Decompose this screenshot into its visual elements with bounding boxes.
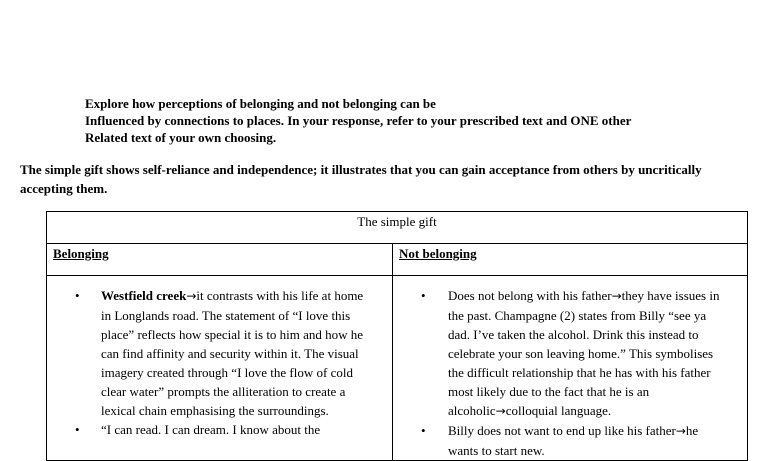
- prompt-line-3: Related text of your own choosing.: [85, 130, 277, 145]
- essay-prompt: [85, 95, 745, 146]
- belonging-header-cell: [47, 244, 393, 276]
- arrow-right-icon: →: [611, 289, 622, 303]
- list-item: [75, 286, 374, 420]
- item-text: they have issues in the past. Champagne (2) states from Billy “see ya dad. I’ve taken the alcohol. Drink this instead to celebrate your son leaving home.” This symbolises the difficult relationship that he has with his father most likely due to the fact that he is an alcoholic: [448, 288, 720, 418]
- belonging-column: [47, 276, 393, 461]
- item-text: he wants to start new.: [448, 423, 699, 458]
- arrow-right-icon: →: [495, 404, 506, 418]
- belonging-header: Belonging: [53, 246, 109, 261]
- arrow-right-icon: →: [186, 289, 197, 303]
- item-text: it contrasts with his life at home in Longlands road. The statement of “I love this place” reflects how special it is to him and how he can find affinity and security within it. The visual imagery created through “I love the flow of cold clear water” prompts the alliteration to create a lexical chain emphasising the surroundings.: [101, 288, 364, 418]
- not-belonging-header-cell: [393, 244, 748, 276]
- not-belonging-header: Not belonging: [399, 246, 477, 261]
- list-item: [75, 420, 374, 439]
- thesis-statement: The simple gift shows self-reliance and independence; it illustrates that you can gain acceptance from others by uncritically accepting them.: [20, 162, 702, 196]
- bullet-icon: •: [421, 288, 426, 303]
- bullet-icon: •: [75, 422, 80, 437]
- bullet-icon: •: [421, 423, 426, 438]
- item-text: Billy does not want to end up like his father: [448, 423, 676, 438]
- prompt-line-1: Explore how perceptions of belonging and not belonging can be: [85, 96, 436, 111]
- item-text: “I can read. I can dream. I know about the: [101, 422, 321, 437]
- analysis-table: [46, 211, 748, 461]
- list-item: [421, 286, 729, 421]
- bullet-icon: •: [75, 288, 80, 303]
- prompt-line-2: Influenced by connections to places. In your response, refer to your prescribed text and ONE other: [85, 113, 632, 128]
- table-title: The simple gift: [357, 214, 437, 229]
- table-title-cell: [47, 212, 748, 244]
- item-text: Does not belong with his father: [448, 288, 612, 303]
- arrow-right-icon: →: [675, 424, 686, 438]
- not-belonging-column: [393, 276, 748, 461]
- item-keyword: Westfield creek: [101, 288, 187, 303]
- item-text: colloquial language.: [505, 403, 612, 418]
